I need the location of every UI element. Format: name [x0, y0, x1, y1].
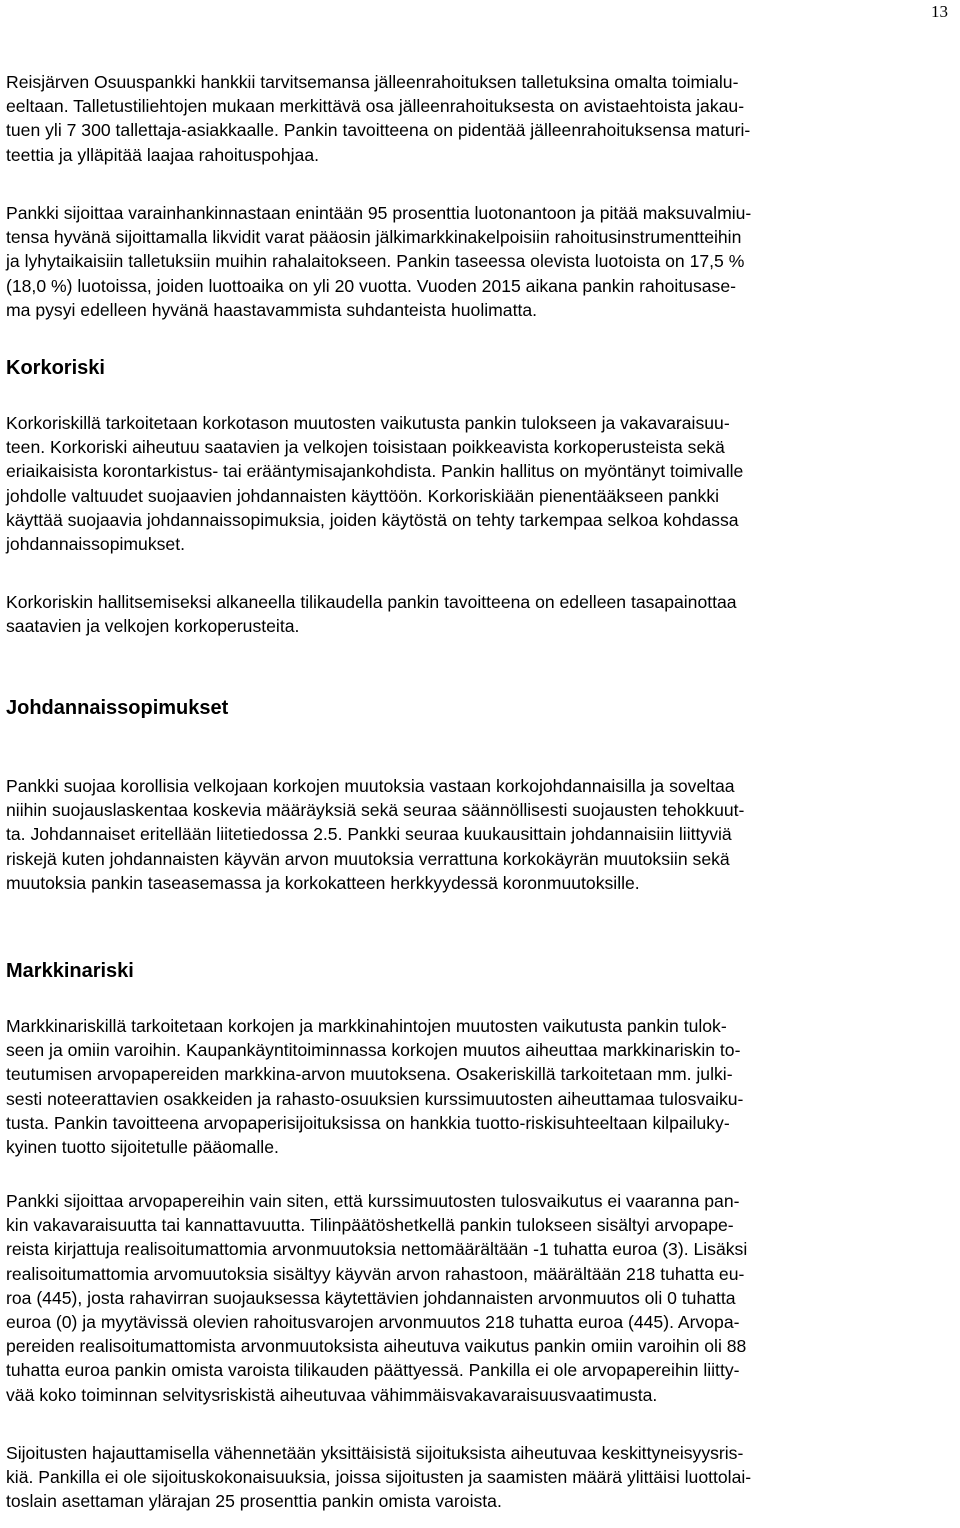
johdannaissopimukset-paragraph-1 — [6, 774, 950, 895]
text-line: tusta. Pankin tavoitteena arvopaperisijoituksissa on hankkia tuotto-riskisuhteeltaan kilpailuky- — [6, 1112, 730, 1133]
text-line: Pankki sijoittaa varainhankinnastaan enintään 95 prosenttia luotonantoon ja pitää maksuvalmiu- — [6, 203, 752, 223]
text-line: käyttää suojaavia johdannaissopimuksia, joiden käytöstä on tehty tarkempaa selkoa kohdassa — [6, 509, 739, 530]
text-line: teutumisen arvopapereiden markkina-arvon muutoksena. Osakeriskillä tarkoitetaan mm. julki- — [6, 1064, 733, 1085]
text-line: Sijoitusten hajauttamisella vähennetään yksittäisistä sijoituksista aiheutuvaa keskittyneisyysris- — [6, 1443, 744, 1463]
markkinariski-paragraph-1 — [6, 1014, 950, 1159]
text-line: teen. Korkoriski aiheutuu saatavien ja velkojen toisistaan poikkeavista korkoperusteista sekä — [6, 437, 725, 458]
text-line: seen ja omiin varoihin. Kaupankäyntitoiminnassa korkojen muutos aiheuttaa markkinariskin to- — [6, 1040, 741, 1061]
text-line: Markkinariskillä tarkoitetaan korkojen ja markkinahintojen muutosten vaikutusta pankin tulok- — [6, 1016, 727, 1036]
text-line: Korkoriskin hallitsemiseksi alkaneella tilikaudella pankin tavoitteena on edelleen tasapainottaa — [6, 592, 737, 612]
text-line: Pankki suojaa korollisia velkojaan korkojen muutoksia vastaan korkojohdannaisilla ja soveltaa — [6, 776, 735, 796]
intro-paragraph-1 — [6, 70, 950, 167]
text-line: Korkoriskillä tarkoitetaan korkotason muutosten vaikutusta pankin tulokseen ja vakavaraisuu- — [6, 413, 730, 433]
text-line: eriaikaisista korontarkistus- tai erääntymisajankohdista. Pankin hallitus on myöntänyt toimivalle — [6, 461, 744, 482]
korkoriski-heading: Korkoriski — [6, 357, 105, 379]
text-line: toslain asettaman ylärajan 25 prosenttia pankin omista varoista. — [6, 1491, 502, 1512]
text-line: teettia ja ylläpitää laajaa rahoituspohjaa. — [6, 144, 319, 165]
text-line: eeltaan. Talletustiliehtojen mukaan merkittävä osa jälleenrahoituksesta on avistaehtoista jakau- — [6, 96, 745, 117]
text-line: ma pysyi edelleen hyvänä haastavammista suhdanteista huolimatta. — [6, 299, 538, 320]
text-line: sesti noteerattavien osakkeiden ja rahasto-osuuksien kurssimuutosten aiheuttamaa tulosvaiku- — [6, 1088, 744, 1109]
text-line: muutoksia pankin taseasemassa ja korkokatteen herkkyydessä koronmuutoksille. — [6, 872, 640, 893]
markkinariski-paragraph-2 — [6, 1189, 950, 1407]
text-line: pereiden realisoitumattomista arvonmuutoksista aiheutuva vaikutus pankin omiin varoihin oli 88 — [6, 1336, 747, 1357]
text-line: tensa hyvänä sijoittamalla likvidit varat pääosin jälkimarkkinakelpoisiin rahoitusinstrumentteihin — [6, 227, 742, 248]
markkinariski-heading: Markkinariski — [6, 960, 134, 982]
johdannaissopimukset-heading: Johdannaissopimukset — [6, 697, 229, 719]
text-line: (18,0 %) luotoissa, joiden luottoaika on yli 20 vuotta. Vuoden 2015 aikana pankin rahoitusase- — [6, 275, 736, 296]
text-line: kiä. Pankilla ei ole sijoituskokonaisuuksia, joissa sijoitusten ja saamisten määrä ylittäisi luottolai- — [6, 1467, 752, 1488]
text-line: ta. Johdannaiset eritellään liitetiedossa 2.5. Pankki seuraa kuukausittain johdannaisiin liittyviä — [6, 824, 732, 845]
page-number: 13 — [931, 2, 948, 21]
text-line: vää koko toiminnan selvitysriskistä aiheutuvaa vähimmäisvakavaraisuusvaatimusta. — [6, 1384, 658, 1405]
korkoriski-paragraph-1 — [6, 411, 950, 556]
text-line: euroa (0) ja myytävissä olevien rahoitusvarojen arvonmuutos 218 tuhatta euroa (445). Arvopa- — [6, 1312, 740, 1333]
text-line: ja lyhytaikaisiin talletuksiin muihin rahalaitokseen. Pankin taseessa olevista luotoista on 17,5 % — [6, 251, 745, 272]
text-line: tuhatta euroa pankin omista varoista tilikauden päättyessä. Pankilla ei ole arvopapereihin liitty- — [6, 1360, 740, 1381]
text-line: roa (445), josta rahavirran suojauksessa käytettävien johdannaisten arvonmuutos oli 0 tuhatta — [6, 1287, 736, 1308]
text-line: tuen yli 7 300 tallettaja-asiakkaalle. Pankin tavoitteena on pidentää jälleenrahoituksensa maturi- — [6, 120, 751, 141]
markkinariski-paragraph-3 — [6, 1441, 950, 1514]
text-line: Reisjärven Osuuspankki hankkii tarvitsemansa jälleenrahoituksen talletuksina omalta toimialu- — [6, 72, 739, 92]
text-line: kyinen tuotto sijoitetulle pääomalle. — [6, 1137, 279, 1158]
text-line: johdannaissopimukset. — [6, 534, 185, 555]
text-line: johdolle valtuudet suojaavien johdannaisten käyttöön. Korkoriskiään pienentääkseen pankki — [6, 485, 720, 506]
text-line: riskejä kuten johdannaisten käyvän arvon muutoksia verrattuna korkokäyrän muutoksiin sekä — [6, 848, 730, 869]
text-line: reista kirjattuja realisoitumattomia arvonmuutoksia nettomäärältään -1 tuhatta euroa (3). Lisäksi — [6, 1239, 748, 1260]
text-line: kin vakavaraisuutta tai kannattavuutta. Tilinpäätöshetkellä pankin tulokseen sisältyi arvopape- — [6, 1215, 734, 1236]
intro-paragraph-2 — [6, 201, 950, 322]
text-line: Pankki sijoittaa arvopapereihin vain siten, että kurssimuutosten tulosvaikutus ei vaaranna pan- — [6, 1191, 740, 1211]
text-line: niihin suojauslaskentaa koskevia määräyksiä sekä seuraa säännöllisesti suojausten tehokkuut- — [6, 800, 745, 821]
korkoriski-paragraph-2 — [6, 590, 950, 638]
text-line: saatavien ja velkojen korkoperusteita. — [6, 616, 300, 637]
text-line: realisoitumattomia arvomuutoksia sisältyy käyvän arvon rahastoon, määrältään 218 tuhatta eu- — [6, 1263, 745, 1284]
